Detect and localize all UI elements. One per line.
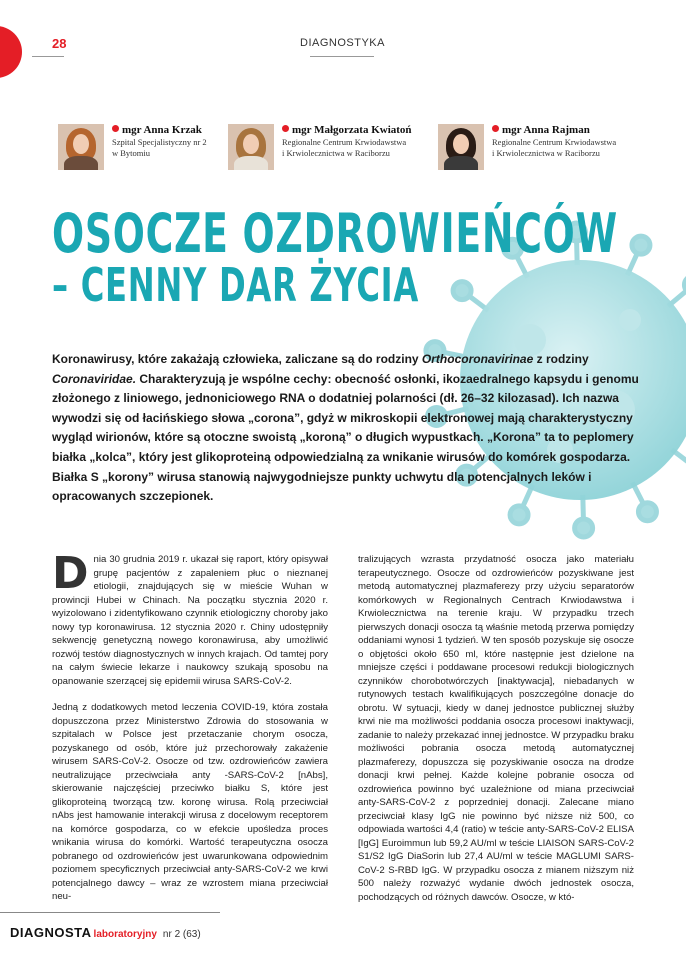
author-name: mgr Anna Krzak	[122, 124, 202, 136]
author-shirt	[234, 156, 268, 170]
section-title: DIAGNOSTYKA	[300, 37, 385, 49]
taxon-name: Orthocoronavirinae	[421, 352, 534, 366]
author-affiliation: i Krwiolecznictwa w Raciborzu	[282, 148, 390, 158]
section-rule	[310, 56, 374, 57]
author-affiliation: Szpital Specjalistyczny nr 2	[112, 137, 207, 147]
article-title-line2: – CENNY DAR ŻYCIA	[52, 258, 419, 312]
author-shirt	[64, 156, 98, 170]
issue-number: nr 2 (63)	[162, 929, 201, 940]
magazine-logo-sub: laboratoryjny	[93, 929, 157, 940]
author-name: mgr Małgorzata Kwiatoń	[292, 124, 412, 136]
magazine-logo: DIAGNOSTA	[10, 925, 92, 940]
author-card	[438, 124, 616, 170]
author-shirt	[444, 156, 478, 170]
body-paragraph: Dnia 30 grudnia 2019 r. ukazał się raport, który opisywał grupę pacjentów z zapaleniem płuc o nieznanej etiologii, znajdujących się w mieście Wuhan w prowincji Hubei w Chinach. Na początku stycznia 2020 r. wyizolowano i zidentyfikowano czynnik etiologiczny choroby jako nowy typ koronawirusa. 12 stycznia 2020 r. Chiny udostępniły sekwencję genetyczną nowego koronawirusa, aby umożliwić rozwój testów diagnostycznych w innych krajach. Od tamtej pory na całym świecie lekarze i naukowcy szukają sposobu na opanowanie szerzącej się epidemii wirusa SARS-CoV-2.	[52, 548, 328, 687]
author-affiliation: Regionalne Centrum Krwiodawstwa	[492, 137, 617, 147]
page-number: 28	[52, 36, 67, 51]
footer	[10, 925, 201, 940]
drop-cap: D	[52, 548, 89, 599]
author-card	[58, 124, 207, 170]
body-column-right	[358, 553, 634, 904]
author-name: mgr Anna Rajman	[502, 124, 590, 136]
virus-spike-head	[575, 519, 593, 537]
body-column-left	[52, 548, 328, 904]
article-title	[52, 202, 618, 312]
footer-rule	[0, 912, 220, 913]
author-affiliation: i Krwiolecznictwa w Raciborzu	[492, 148, 600, 158]
virus-spike-head	[632, 236, 650, 254]
author-affiliation: Regionalne Centrum Krwiodawstwa	[282, 137, 407, 147]
lead-paragraph: Koronawirusy, które zakażają człowieka, zaliczane są do rodziny Orthocoronavirinae z rodziny Coronaviridae. Charakteryzują je wspólne cechy: obecność osłonki, ikozaedralnego kapsydu i genomu złożonego z liniowego, jednoniciowego RNA o dodatniej polarności (dł. 26–32 kilozasad). Ich nazwa wywodzi się od łacińskiego słowa „corona”, gdyż w mikroskopii elektronowej mają charakterystyczny wygląd wirionów, które są otoczne swoistą „koroną” o długich wypustkach. „Korona” ta to peplomery białka „kolca”, który jest glikoproteiną odpowiedzialną za wnikanie wirusów do komórek gospodarza. Białka S „korony” wirusa stanowią najwygodniejsze punkty uchwytu dla potencjalnych leków i opracowanych szczepionek.	[52, 352, 639, 504]
article-title-line1: OSOCZE OZDROWIEŃCÓW	[52, 202, 618, 265]
body-paragraph: tralizujących wzrasta przydatność osocza jako materiału terapeutycznego. Osocze od ozdrowieńców pozyskiwane jest metodą automatycznej plazmaferezy przy użyciu separatorów komórkowych w Regionalnych Centrach Krwiodawstwa i Krwiolecznictwa na terenie kraju. W przypadku trzech pierwszych donacji osocza tą właśnie metodą przerwa pomiędzy oddaniami wynosi 1 tydzień. W ten sposób pozyskuje się osocze o objętości około 650 ml, które następnie jest dzielone na mniejsze części i poddawane procesowi redukcji biologicznych czynników chorobotwórczych [inaktywacja], niebadanych w rutynowych testach kwalifikujących poszczególne donacje do obrotu. W sytuacji, kiedy w danej jednostce publicznej służby krwi nie ma możliwości poddania osocza procesowi inaktywacji, zadanie to należy przekazać innej jednostce. W przypadku braku możliwości pobrania osocza metodą automatycznej plazmaferezy, dopuszcza się pozyskiwanie osocza na drodze donacji krwi pełnej. Każde kolejne pobranie osocza od ozdrowieńca powinno być uzależnione od miana przeciwciał anty-SARS-CoV-2 z poprzedniej donacji. Zalecane miano przeciwciał klasy IgG nie powinno być niższe niż 500, co odpowiada wartości 4,4 (ratio) w teście anty-SARS-CoV-2 ELISA [IgG] Euroimmun lub 59,2 AU/ml w teście LIAISON SARS-CoV-2 S1/S2 IgG DiaSorin lub 27,4 AU/ml w teście MAGLUMI SARS-CoV-2 S-RBD IgG. W przypadku osocza z mianem niższym niż 500 należy rozważyć wydanie dwóch jednostek osocza, pochodzących od różnych dawców. Osocze, w któ-	[358, 554, 634, 903]
author-photo	[438, 124, 484, 170]
author-photo	[228, 124, 274, 170]
author-card	[228, 124, 412, 170]
virus-spike-head	[510, 506, 528, 524]
taxon-name: Coronaviridae.	[52, 371, 137, 386]
body-paragraph: Jedną z dodatkowych metod leczenia COVID-19, która została dopuszczona przez Ministerstwo Zdrowia do stosowania w szpitalach w Polsce jest przetaczanie chorym osocza, pozyskanego od osób, które już przechorowały zakażenie wirusem SARS-CoV-2. Osocze od tzw. ozdrowieńców zawiera neutralizujące przeciwciała anty -SARS-CoV-2 [nAbs], skierowanie najczęściej przeciwko białku S, które jest glikoproteiną tworzącą tzw. koronę wirusa. Rolą przeciwciał nAbs jest hamowanie interakcji wirusa z docelowym receptorem na komórce gospodarza, co w efekcie upośledza proces wnikania wirusa do komórki. Wartość terapeutyczna osocza pobranego od ozdrowieńców jest uwarunkowana odpowiednim poziomem specyficznych przeciwciał anty-SARS-CoV-2 we krwi potencjalnego dawcy – wraz ze wzrostem miana przeciwciał neu-	[52, 702, 328, 902]
page-corner-tab	[0, 26, 22, 78]
page-number-rule	[32, 56, 64, 57]
author-photo	[58, 124, 104, 170]
author-affiliation: w Bytomiu	[112, 148, 151, 158]
